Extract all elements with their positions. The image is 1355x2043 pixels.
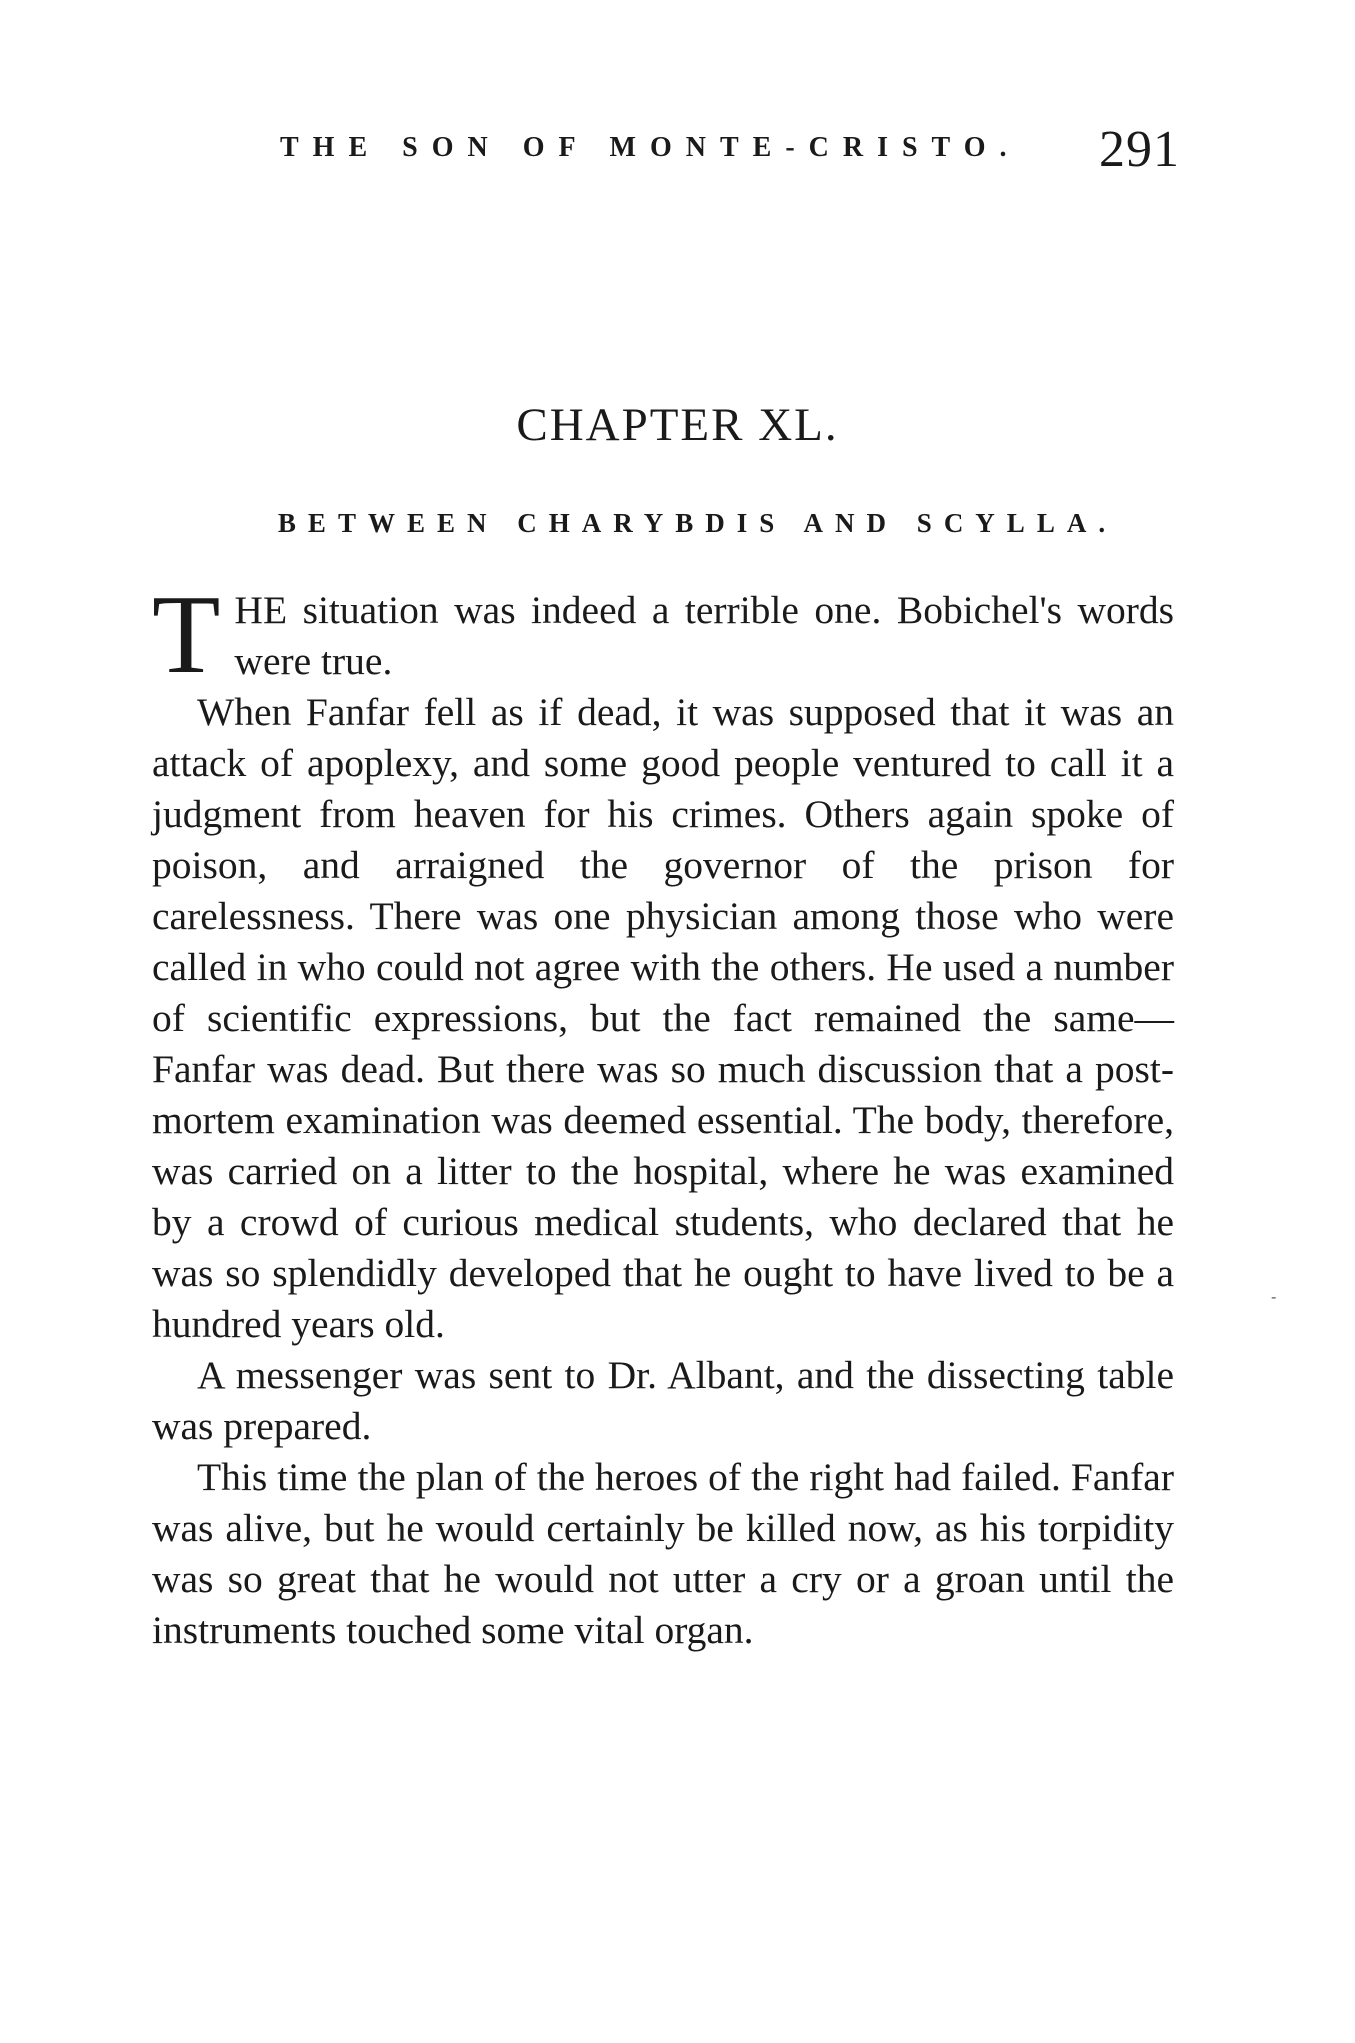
page-number: 291	[1099, 121, 1180, 178]
paragraph-1-text: HE situation was indeed a terrible one. Bobichel's words were true.	[234, 588, 1174, 683]
margin-speck: -	[1271, 1287, 1277, 1306]
chapter-title: CHAPTER XL.	[516, 399, 839, 451]
running-title: THE SON OF MONTE-CRISTO.	[280, 132, 1021, 163]
paragraph-1	[152, 573, 1174, 697]
body-text	[152, 573, 1174, 1656]
paragraph-3: A messenger was sent to Dr. Albant, and the dissecting table was prepared.	[152, 1353, 1174, 1448]
paragraph-2: When Fanfar fell as if dead, it was supposed that it was an attack of apoplexy, and some good people ventured to call it a judgment from heaven for his crimes. Others again spoke of poison, and arraigned the governor of the prison for carelessness. There was one physician among those who were called in who could not agree with the others. He used a number of scientific expressions, but the fact remained the same—Fanfar was dead. But there was so much discussion that a post-mortem examination was deemed essential. The body, therefore, was carried on a litter to the hospital, where he was examined by a crowd of curious medical students, who declared that he was so splendidly developed that he ought to have lived to be a hundred years old.	[152, 690, 1174, 1346]
drop-cap: T	[152, 573, 221, 697]
running-head	[280, 120, 1180, 180]
paragraph-4: This time the plan of the heroes of the right had failed. Fanfar was alive, but he would certainly be killed now, as his torpidity was so great that he would not utter a cry or a groan until the instruments touched some vital organ.	[152, 1455, 1174, 1652]
chapter-subtitle: BETWEEN CHARYBDIS AND SCYLLA.	[277, 508, 1118, 538]
